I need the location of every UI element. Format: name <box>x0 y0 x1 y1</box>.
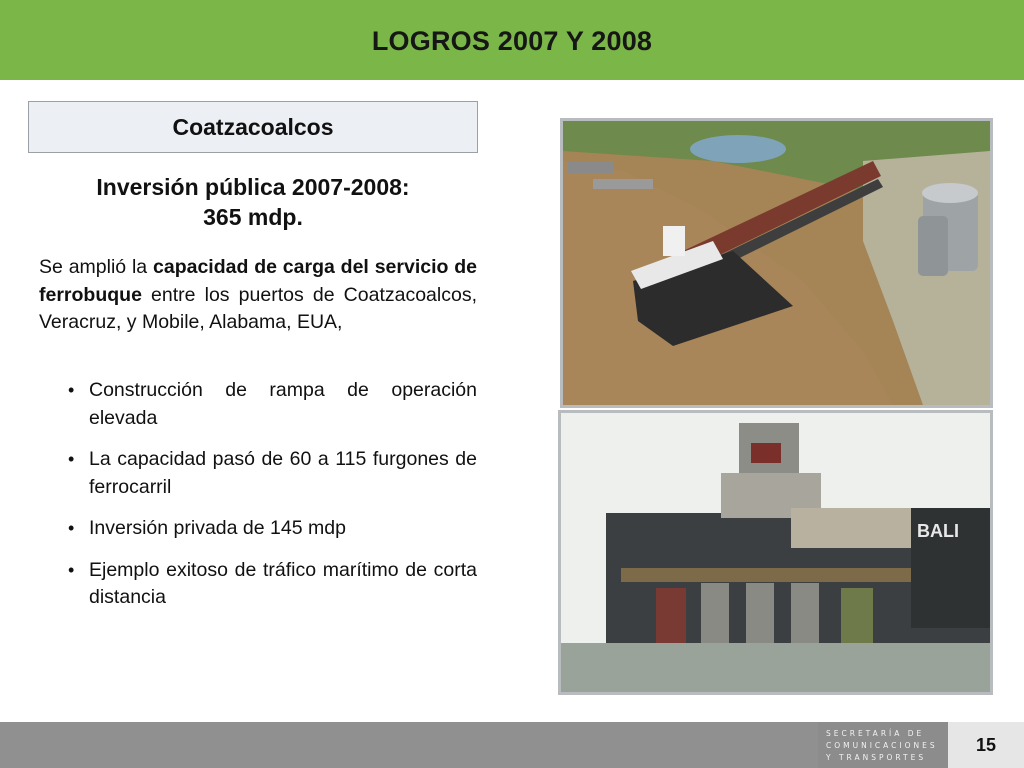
intro-text-1: Se amplió la <box>39 256 153 278</box>
logo-line-3: Y TRANSPORTES <box>826 753 927 762</box>
page-number-text: 15 <box>975 734 997 755</box>
bullet-text: Ejemplo exitoso de tráfico marítimo de corta distancia <box>89 558 477 608</box>
barge-image <box>561 413 990 692</box>
logo-line-2: COMUNICACIONES <box>826 741 938 750</box>
header-bar <box>0 0 1024 80</box>
page-number <box>948 722 1024 768</box>
intro-paragraph <box>39 254 477 337</box>
barge-photo <box>558 410 993 695</box>
bullet-item <box>66 377 477 432</box>
bullet-dot-icon: • <box>68 559 75 580</box>
logo-line-1: SECRETARÍA DE <box>826 729 925 738</box>
bullet-text: Inversión privada de 145 mdp <box>89 517 346 539</box>
intro-bold-text: capacidad de carga del servicio de ferrobuque <box>39 256 478 306</box>
bullet-dot-icon: • <box>68 449 75 469</box>
intro-text-2: entre los puertos de Coatzacoalcos, Veracruz, y Mobile, Alabama, EUA, <box>39 283 477 333</box>
bullet-list <box>66 377 477 626</box>
ship-name-label: BALI <box>917 521 959 541</box>
page-title: LOGROS 2007 Y 2008 <box>371 26 653 56</box>
bullet-dot-icon: • <box>68 518 75 538</box>
bullet-item <box>66 515 477 543</box>
bullet-dot-icon: • <box>68 380 75 400</box>
bullet-text: La capacidad pasó de 60 a 115 furgones de ferrocarril <box>89 448 477 498</box>
investment-line-1: Inversión pública 2007-2008: <box>96 174 410 200</box>
port-aerial-photo <box>560 118 993 408</box>
bullet-item <box>66 446 477 501</box>
sct-logo <box>818 722 948 768</box>
investment-line-2: 365 mdp. <box>203 204 303 230</box>
bullet-text: Construcción de rampa de operación elevada <box>89 379 477 429</box>
section-title-box <box>28 101 478 153</box>
bullet-item <box>66 557 477 612</box>
section-title: Coatzacoalcos <box>172 113 334 140</box>
investment-heading <box>28 172 478 232</box>
port-aerial-image <box>563 121 990 405</box>
